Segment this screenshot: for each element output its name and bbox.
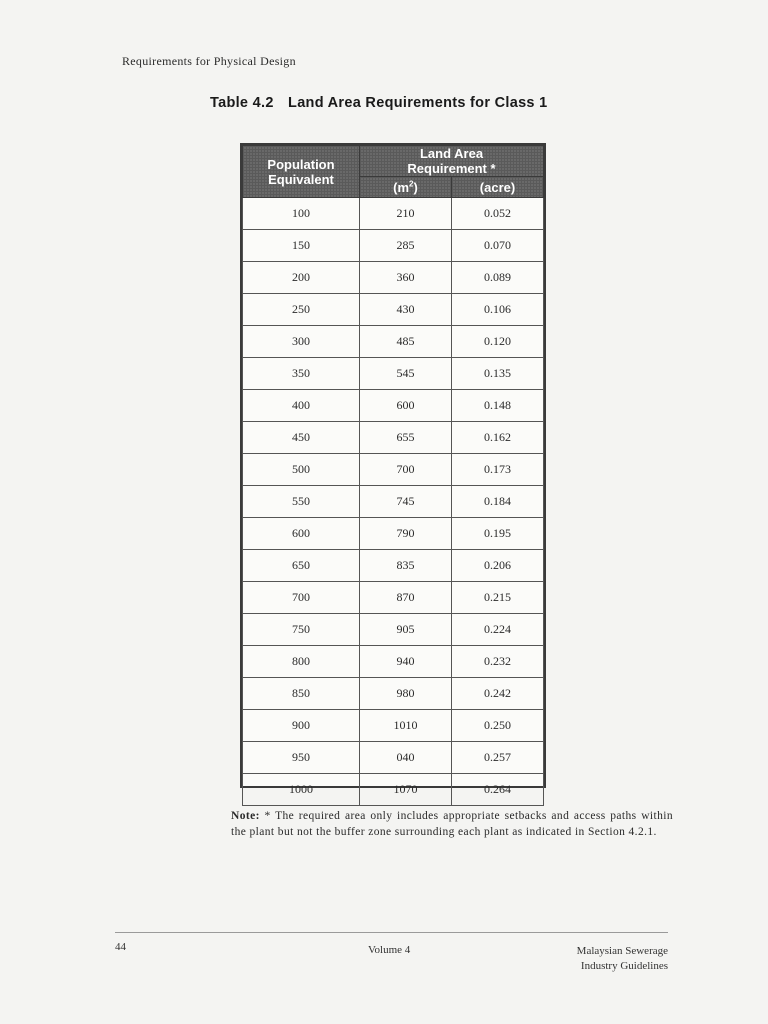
table-row [243, 742, 544, 774]
population-cell: 900 [243, 710, 360, 742]
population-cell: 100 [243, 198, 360, 230]
running-header: Requirements for Physical Design [122, 54, 296, 68]
table-row [243, 614, 544, 646]
unit-acre-header: (acre) [452, 177, 544, 198]
area-acre-cell: 0.257 [452, 742, 544, 774]
area-m2-cell: 1010 [360, 710, 452, 742]
area-m2-cell: 980 [360, 678, 452, 710]
area-m2-cell: 940 [360, 646, 452, 678]
area-m2-cell: 655 [360, 422, 452, 454]
area-acre-cell: 0.250 [452, 710, 544, 742]
table-row [243, 518, 544, 550]
land-area-table [240, 143, 546, 796]
unit-m2-prefix: (m [393, 179, 410, 195]
table-row [243, 710, 544, 742]
table-row [243, 230, 544, 262]
area-m2-cell: 700 [360, 454, 452, 486]
area-acre-cell: 0.215 [452, 582, 544, 614]
area-acre-cell: 0.173 [452, 454, 544, 486]
area-acre-cell: 0.184 [452, 486, 544, 518]
population-cell: 500 [243, 454, 360, 486]
population-header-line2: Equivalent [268, 171, 334, 187]
population-header-line1: Population [267, 156, 335, 172]
population-cell: 650 [243, 550, 360, 582]
area-acre-cell: 0.232 [452, 646, 544, 678]
table-number: Table 4.2 [210, 95, 274, 111]
area-acre-cell: 0.070 [452, 230, 544, 262]
area-m2-cell: 040 [360, 742, 452, 774]
population-cell: 250 [243, 294, 360, 326]
table-row [243, 550, 544, 582]
table-row [243, 678, 544, 710]
area-acre-cell: 0.242 [452, 678, 544, 710]
population-cell: 150 [243, 230, 360, 262]
area-m2-cell: 1070 [360, 774, 452, 806]
area-m2-cell: 210 [360, 198, 452, 230]
table-caption [210, 95, 548, 111]
area-acre-cell: 0.135 [452, 358, 544, 390]
population-cell: 200 [243, 262, 360, 294]
table-row [243, 390, 544, 422]
area-acre-cell: 0.264 [452, 774, 544, 806]
table-row [243, 358, 544, 390]
footer-rule [115, 932, 668, 933]
population-cell: 550 [243, 486, 360, 518]
land-area-header-line2: Requirement * [407, 161, 496, 176]
population-cell: 750 [243, 614, 360, 646]
area-m2-cell: 360 [360, 262, 452, 294]
area-acre-cell: 0.195 [452, 518, 544, 550]
area-acre-cell: 0.162 [452, 422, 544, 454]
area-m2-cell: 790 [360, 518, 452, 550]
table-row [243, 646, 544, 678]
table-row [243, 262, 544, 294]
publisher-label [577, 944, 668, 974]
area-acre-cell: 0.206 [452, 550, 544, 582]
population-cell: 950 [243, 742, 360, 774]
table-title: Land Area Requirements for Class 1 [288, 95, 548, 111]
table-note [231, 808, 673, 840]
land-area-header-line1: Land Area [419, 146, 484, 161]
population-cell: 400 [243, 390, 360, 422]
table-body [243, 198, 544, 806]
area-m2-cell: 600 [360, 390, 452, 422]
table-row [243, 294, 544, 326]
area-m2-cell: 745 [360, 486, 452, 518]
area-acre-cell: 0.106 [452, 294, 544, 326]
area-m2-cell: 485 [360, 326, 452, 358]
area-acre-cell: 0.120 [452, 326, 544, 358]
unit-m2-superscript: 2 [409, 179, 414, 189]
population-cell: 800 [243, 646, 360, 678]
area-m2-cell: 870 [360, 582, 452, 614]
area-acre-cell: 0.089 [452, 262, 544, 294]
population-cell: 300 [243, 326, 360, 358]
area-acre-cell: 0.148 [452, 390, 544, 422]
area-m2-cell: 430 [360, 294, 452, 326]
population-cell: 850 [243, 678, 360, 710]
area-m2-cell: 835 [360, 550, 452, 582]
population-cell: 450 [243, 422, 360, 454]
table-row [243, 486, 544, 518]
table-row [243, 582, 544, 614]
unit-m2-header [360, 177, 452, 198]
note-text: * The required area only includes appropriate setbacks and access paths within the plant but not the buffer zone surrounding each plant as indicated in Section 4.2.1. [231, 810, 673, 838]
publisher-line1: Malaysian Sewerage [576, 945, 668, 957]
volume-label: Volume 4 [368, 944, 411, 956]
population-equivalent-header [243, 146, 360, 198]
page-number: 44 [115, 941, 126, 953]
area-acre-cell: 0.052 [452, 198, 544, 230]
note-label: Note: [231, 810, 260, 822]
table-row [243, 198, 544, 230]
area-m2-cell: 545 [360, 358, 452, 390]
area-m2-cell: 905 [360, 614, 452, 646]
table-row [243, 326, 544, 358]
population-cell: 350 [243, 358, 360, 390]
table-row [243, 774, 544, 806]
area-acre-cell: 0.224 [452, 614, 544, 646]
population-cell: 600 [243, 518, 360, 550]
population-cell: 700 [243, 582, 360, 614]
table-row [243, 422, 544, 454]
land-area-header [360, 146, 544, 177]
publisher-line2: Industry Guidelines [580, 960, 668, 972]
area-m2-cell: 285 [360, 230, 452, 262]
unit-m2-suffix: ) [413, 179, 418, 195]
population-cell: 1000 [243, 774, 360, 806]
table-row [243, 454, 544, 486]
